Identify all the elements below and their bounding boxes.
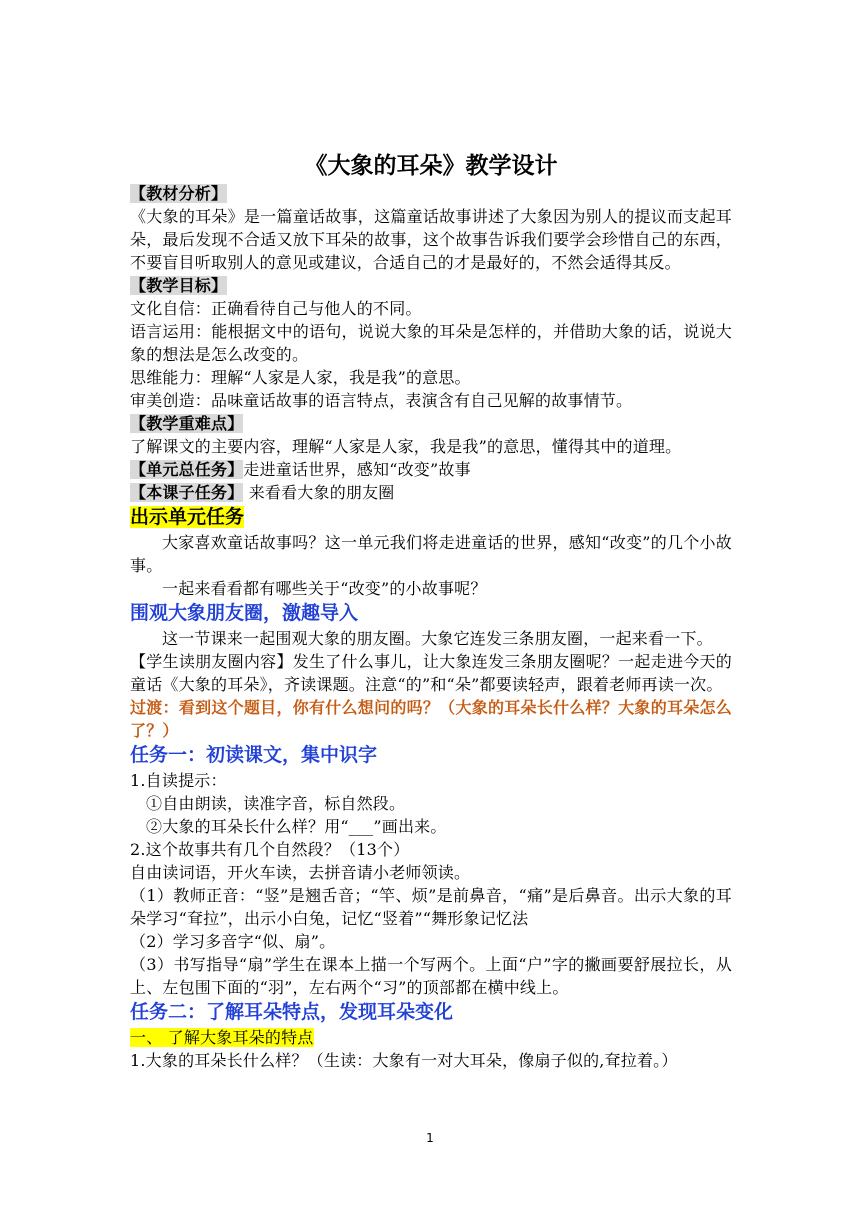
document-page [130, 150, 732, 1072]
unit-task-text: 走进童话世界，感知“改变”故事 [243, 460, 471, 479]
goal-item: 思维能力：理解“人家是人家，我是我”的意思。 [130, 368, 471, 387]
task1-line: 自由读词语，开火车读，去拼音请小老师领读。 [130, 863, 471, 882]
goal-item: 语言运用：能根据文中的语句，说说大象的耳朵是怎样的，并借助大象的话，说说大象的想法是怎么改变的。 [130, 322, 732, 364]
document-title: 《大象的耳朵》教学设计 [304, 153, 558, 179]
intro-paragraph: 【学生读朋友圈内容】发生了什么事儿，让大象连发三条朋友圈呢？一起走进今天的童话《大象的耳朵》，齐读课题。注意“的”和“朵”都要读轻声，跟着老师再读一次。 [130, 652, 732, 694]
key-label: 【教学重难点】 [130, 414, 244, 433]
show-unit-heading: 出示单元任务 [130, 506, 245, 528]
unit-task-label: 【单元总任务】 [130, 460, 244, 479]
task2-subheading: 一、 了解大象耳朵的特点 [130, 1028, 314, 1047]
task1-line: 1.自读提示： [130, 771, 227, 790]
task1-line: （1）教师正音：“竖”是翘舌音；“竿、烦”是前鼻音，“痛”是后鼻音。出示大象的耳朵学习“耷拉”，出示小白兔，记忆“竖着”“舞形象记忆法 [130, 886, 732, 928]
analysis-text: 《大象的耳朵》是一篇童话故事，这篇童话故事讲述了大象因为别人的提议而支起耳朵，最后发现不合适又放下耳朵的故事，这个故事告诉我们要学会珍惜自己的东西，不要盲目听取别人的意见或建议，合适自己的才是最好的，不然会适得其反。 [130, 207, 732, 272]
task1-line: （3）书写指导“扇”学生在课本上描一个写两个。上面“户”字的撇画要舒展拉长，从上、左包围下面的“羽”，左右两个“习”的顶部都在横中线上。 [130, 955, 732, 997]
task1-line: （2）学习多音字“似、扇”。 [130, 932, 336, 951]
lesson-task-label: 【本课子任务】 [130, 483, 244, 502]
task2-heading: 任务二：了解耳朵特点，发现耳朵变化 [130, 1001, 454, 1023]
task1-line: ②大象的耳朵长什么样？用“___”画出来。 [146, 817, 447, 836]
show-unit-paragraph: 一起来看看都有哪些关于“改变”的小故事呢？ [162, 579, 487, 598]
transition-text: 过渡：看到这个题目，你有什么想问的吗？（大象的耳朵长什么样？大象的耳朵怎么了？） [130, 698, 732, 740]
goal-item: 审美创造：品味童话故事的语言特点，表演含有自己见解的故事情节。 [130, 391, 633, 410]
goals-label: 【教学目标】 [130, 276, 228, 295]
intro-heading: 围观大象朋友圈，激趣导入 [130, 602, 359, 624]
goal-item: 文化自信：正确看待自己与他人的不同。 [130, 299, 422, 318]
task1-line: 2.这个故事共有几个自然段？（13个） [130, 840, 410, 859]
page-number: 1 [426, 1131, 434, 1145]
task1-heading: 任务一：初读课文，集中识字 [130, 744, 378, 766]
analysis-label: 【教材分析】 [130, 184, 228, 203]
intro-paragraph: 这一节课来一起围观大象的朋友圈。大象它连发三条朋友圈，一起来看一下。 [162, 629, 713, 648]
lesson-task-text: 来看看大象的朋友圈 [243, 483, 395, 502]
show-unit-paragraph: 大家喜欢童话故事吗？这一单元我们将走进童话的世界，感知“改变”的几个小故事。 [130, 533, 732, 575]
key-text: 了解课文的主要内容，理解“人家是人家，我是我”的意思，懂得其中的道理。 [130, 437, 682, 456]
task1-line: ①自由朗读，读准字音，标自然段。 [146, 794, 406, 813]
task2-question: 1.大象的耳朵长什么样？（生读：大象有一对大耳朵，像扇子似的,耷拉着。） [130, 1051, 678, 1070]
